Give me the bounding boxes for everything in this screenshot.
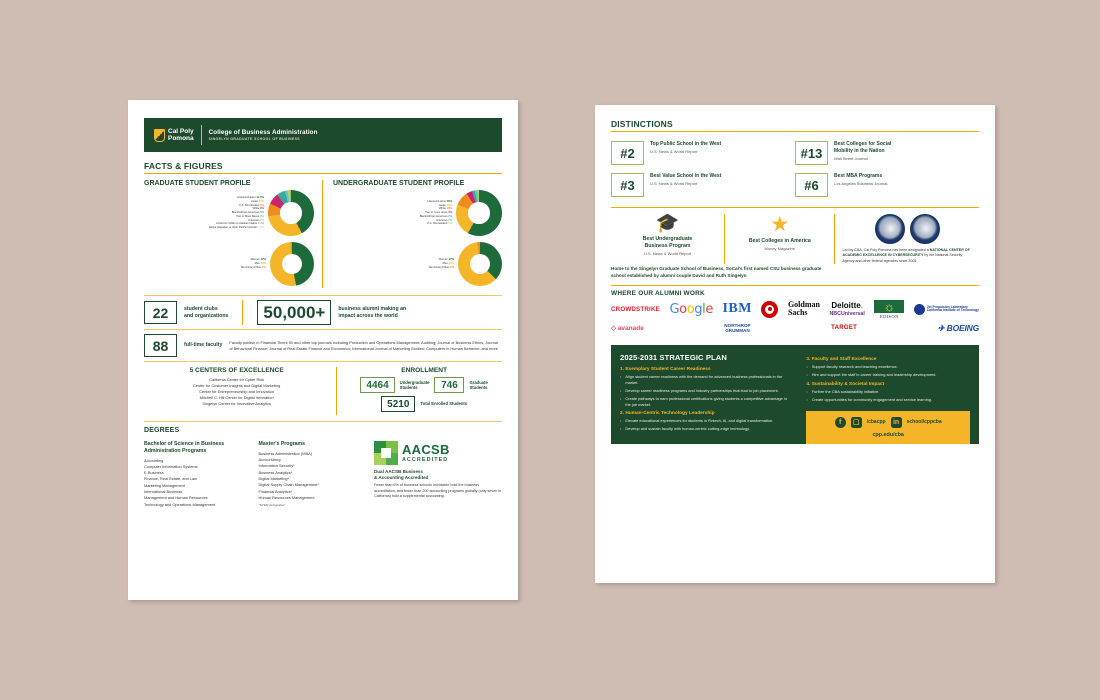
bachelor-programs: [144, 441, 259, 508]
undergraduate-ethnicity-legend: [333, 200, 452, 226]
logo-jpl: Jet Propulsion Laboratory California Institute of Technology: [914, 301, 979, 318]
strategic-plan-block: [611, 345, 979, 444]
graduate-ethnicity-donut: [268, 190, 314, 236]
total-enrollment-value: 5210: [381, 396, 415, 412]
logo-socal-edison: ☼ EDISON: [874, 301, 904, 318]
legend-item: Asian 31%: [251, 199, 264, 203]
aacsb-subtitle: Dual AACSB Business & Accounting Accredited: [373, 469, 429, 481]
award-undergrad-title: Best Undergraduate Business Program: [642, 236, 693, 249]
cyber-text-bold: NATIONAL CENTER OF ACADEMIC EXCELLENCE IN CYBERSECURITY: [842, 248, 970, 258]
masters-item: Digital Supply Chain Management*: [258, 482, 319, 488]
cyber-text-part1: Led by CBA, Cal Poly Pomona has been designated a: [842, 248, 930, 252]
masters-item: Business Administration (MBA): [258, 450, 312, 456]
legend-item: U.S. Nonresident 9%: [238, 203, 264, 207]
legend-item: Men 61%: [442, 262, 454, 266]
graduate-gender-chart-row: [144, 242, 314, 286]
bachelor-heading: Bachelor of Science in Business Administration Programs: [144, 441, 225, 454]
home-text-row: [611, 264, 979, 280]
center-item: Singelyn Center for Innovative Analytics: [202, 401, 271, 407]
aacsb-logo: [374, 441, 502, 465]
strategic-plan-title: 2025-2031 STRATEGIC PLAN: [620, 352, 727, 362]
homeland-security-seal-icon: [875, 214, 905, 244]
grad-enrollment-label: Graduate Students: [469, 379, 488, 390]
pillar-item: • Develop and sustain faculty with human-centric cutting-edge technology.: [620, 426, 750, 432]
bachelor-item: Management and Human Resources: [144, 495, 208, 501]
award-colleges-source: Money Magazine: [764, 246, 795, 252]
logo-target-mark: [761, 301, 778, 318]
cal-poly-pomona-logo: [154, 128, 194, 143]
masters-heading: Master's Programs: [258, 441, 306, 447]
enrollment-row-1: [346, 377, 502, 393]
distinctions-heading: DISTINCTIONS: [611, 119, 673, 129]
distinction-rank: #3: [611, 173, 644, 197]
bachelor-item: Technology and Operations Management: [144, 501, 216, 507]
masters-item: Information Security*: [258, 463, 295, 469]
masters-item: Digital Marketing*: [258, 476, 290, 482]
centers-list: [144, 377, 329, 407]
bachelor-item: International Business: [144, 489, 183, 495]
pillar-item: • Further the CBA sustainability initiative.: [806, 388, 880, 394]
awards-row: [611, 207, 979, 264]
distinction-title: Top Public School in the West: [650, 141, 722, 147]
pillar-heading: 1. Exemplary Student Career Readiness: [620, 366, 711, 372]
bachelor-item: E-Business: [144, 470, 164, 476]
stats-rule-bottom: [144, 361, 502, 362]
distinction-rank: #2: [611, 141, 644, 165]
legend-item: Women 47%: [250, 258, 266, 262]
faculty-publications-text: Faculty publish in Financial Times 50 and other top journals including Production and Operations Management; Auditing; Journal of Business Ethics; Journal of Behavioral Finance; Journal of Real Estate Finance and Economics; International Journal of Marketing Studies; Computers in Human Behavior; and more: [229, 339, 498, 351]
legend-item: Unknown 2%: [248, 218, 264, 222]
legend-item: Black/African American 2%: [419, 214, 452, 218]
legend-item: Hispanic/Latino 58%: [427, 199, 452, 203]
award-undergrad-program: [611, 214, 725, 264]
fact-sheet-page-1: [128, 100, 518, 600]
school-name: SINGELYN GRADUATE SCHOOL OF BUSINESS: [208, 137, 300, 142]
legend-item: Hispanic/Latino 42.5%: [237, 196, 264, 200]
undergrad-enrollment-value: 4464: [360, 377, 394, 393]
alumni-logo-grid: [611, 298, 979, 337]
logo-northrop-grumman: NORTHROP GRUMMAN: [724, 323, 751, 334]
distinction-source: Wall Street Journal: [834, 155, 868, 161]
legend-item: White 10%: [438, 207, 452, 211]
linkedin-icon[interactable]: in: [891, 417, 902, 428]
cybersecurity-text: [842, 248, 972, 264]
distinction-title: Best Colleges for Social Mobility in the Nation: [834, 141, 892, 154]
legend-item: American Indian or Alaskan Native 0.4%: [216, 222, 264, 226]
pillar-item: • Hire and support the staff in career training and leadership development.: [806, 372, 937, 378]
masters-item: Financial Analytics*: [258, 488, 293, 494]
aacsb-accredited-label: ACCREDITED: [401, 457, 449, 463]
legend-item: Women 37%: [438, 258, 454, 262]
legend-item: Non-binary/Other 1%: [240, 265, 266, 269]
legend-item: Two or More Races 2%: [236, 214, 264, 218]
enrollment-row-2: [346, 396, 502, 412]
aacsb-body-text: Fewer than 6% of business schools worldwide hold the business accreditation, and fewer than 200 accounting programs globally (only seven in California) hold a supplemental accounting.: [373, 483, 502, 499]
clubs-label: student clubs and organizations: [184, 305, 229, 319]
graduate-profile: [144, 180, 323, 288]
clubs-count: 22: [144, 301, 177, 324]
distinction-title: Best MBA Programs: [834, 173, 883, 179]
pillar-item: • Create opportunities for community engagement and service learning.: [806, 396, 932, 402]
distinction-source: U.S. News & World Report: [650, 149, 698, 154]
social-links-row: [810, 417, 966, 428]
degrees-columns: [144, 441, 502, 508]
pillar-heading: 4. Sustainability & Societal Impact: [806, 381, 885, 387]
stat-divider: [242, 300, 243, 325]
website-url[interactable]: cpp.edu/cba: [872, 431, 904, 438]
page-header-bar: [144, 118, 502, 152]
graduate-ethnicity-legend: [144, 196, 264, 229]
distinctions-rule: [611, 131, 979, 132]
facebook-icon[interactable]: f: [835, 417, 846, 428]
distinction-item: [611, 137, 795, 169]
right-page-content: [595, 105, 995, 444]
linkedin-handle: school/cppcba: [906, 419, 942, 426]
graduate-gender-donut: [270, 242, 314, 286]
distinction-source: Los Angeles Business Journal: [834, 181, 888, 186]
faculty-count: 88: [144, 334, 177, 357]
legend-item: Unknown 2%: [436, 218, 452, 222]
masters-note: *STEM designated: [258, 503, 285, 508]
distinction-title: Best Value School in the West: [650, 173, 722, 179]
cyber-text-part2: by the National Security Agency and other federal agencies since 2005: [842, 253, 963, 263]
bachelor-item: Computer Information Systems: [144, 463, 198, 469]
center-item: Center for Customer Insights and Digital Marketing: [192, 383, 281, 389]
aacsb-mark-icon: [374, 441, 398, 465]
undergrad-enrollment-label: Undergraduate Students: [399, 379, 430, 390]
fact-sheet-page-2: [595, 105, 995, 583]
legend-item: Native Hawaiian or other Pacific Islander 0.1%: [208, 226, 264, 230]
header-divider: [201, 125, 202, 145]
degrees-heading: DEGREES: [144, 427, 180, 434]
masters-item: Business Analytics*: [258, 469, 293, 475]
federal-seals: [842, 214, 972, 244]
center-item: California Center for Cyber Risk: [209, 377, 265, 382]
legend-item: U.S. Nonresident 1%: [426, 222, 452, 226]
logo-ibm: IBM: [722, 301, 752, 317]
alumni-count: 50,000+: [257, 300, 331, 325]
distinction-source: U.S. News & World Report: [650, 181, 698, 186]
instagram-icon[interactable]: ▢: [851, 417, 862, 428]
graduate-ethnicity-chart-row: [144, 190, 314, 236]
undergraduate-ethnicity-donut: [456, 190, 502, 236]
logo-target-wordmark: TARGET: [831, 325, 858, 332]
social-handle: /cbacpp: [866, 419, 886, 426]
pillar-item: • Support faculty research and teaching excellence.: [806, 363, 898, 369]
nsa-seal-icon: [910, 214, 940, 244]
distinction-item: [611, 169, 795, 201]
bachelor-item: Marketing Management: [144, 482, 185, 488]
pillar-item: • Create pathways to earn professional certifications giving students a competitive advantage in the job market.: [620, 395, 787, 407]
social-footer: [806, 411, 970, 444]
facts-figures-heading: FACTS & FIGURES: [144, 161, 223, 171]
graduate-gender-legend: [144, 258, 266, 269]
logo-avanade: ◇ avanade: [611, 325, 644, 333]
bachelor-item: Finance, Real Estate, and Law: [144, 476, 197, 482]
center-item: Mitchell C. Hill Center for Digital Innovation: [199, 395, 274, 401]
alumni-rule: [611, 285, 979, 286]
strategic-plan-right-column: [802, 345, 979, 444]
logo-google: Google: [669, 301, 713, 317]
university-name: Cal Poly Pomona: [168, 127, 194, 142]
alumni-heading: WHERE OUR ALUMNI WORK: [611, 289, 705, 297]
undergraduate-gender-legend: [333, 258, 454, 269]
distinction-item: [795, 137, 979, 169]
strategic-pillars-1-2: [620, 367, 793, 432]
award-colleges-title: Best Colleges in America: [748, 238, 811, 244]
pillar-item: • Align student career readiness with the demand for advanced business professionals in the market.: [620, 373, 783, 385]
star-icon: ★: [770, 213, 790, 236]
key-stats: [144, 295, 502, 362]
center-item: Center for Entrepreneurship and Innovation: [199, 389, 275, 395]
undergraduate-ethnicity-chart-row: [333, 190, 502, 236]
alumni-label: business alumni making an impact across the world: [338, 305, 407, 319]
grad-enrollment-value: 746: [434, 377, 464, 393]
faculty-label: full-time faculty: [184, 342, 223, 349]
undergraduate-gender-chart-row: [333, 242, 502, 286]
legend-item: Non-binary/Other 2%: [428, 265, 454, 269]
distinction-rank: #6: [795, 173, 828, 197]
award-undergrad-source: U.S. News & World Report: [643, 251, 692, 257]
section-rule: [144, 173, 502, 174]
logo-crowdstrike: CROWDSTRIKE: [611, 305, 660, 313]
strategic-plan-left-column: [611, 345, 802, 444]
legend-item: Men 52%: [254, 262, 266, 266]
bachelor-list: [144, 458, 259, 509]
pillar-heading: 3. Faculty and Staff Excellence: [806, 356, 877, 362]
college-name: College of Business Administration: [208, 128, 318, 136]
logo-boeing: ✈ BOEING: [937, 322, 979, 333]
centers-of-excellence: [144, 367, 337, 415]
legend-item: Asian 23%: [439, 203, 452, 207]
graduate-profile-heading: GRADUATE STUDENT PROFILE: [144, 180, 251, 187]
degrees-rule: [144, 421, 502, 422]
graduation-cap-icon: 🎓: [655, 213, 680, 234]
pillar-item: • Elevate educational experiences for students in Fintech, AI, and digital transformation.: [620, 418, 774, 424]
legend-item: Black/African American 6%: [231, 211, 264, 215]
shield-icon: [154, 129, 165, 142]
undergraduate-profile: [323, 180, 502, 288]
undergraduate-gender-donut: [458, 242, 502, 286]
strategic-pillars-3-4: [806, 353, 970, 405]
award-cybersecurity: [835, 214, 979, 264]
aacsb-block: [366, 441, 502, 508]
total-enrollment-label: Total Enrolled Students: [420, 401, 468, 407]
centers-heading: 5 CENTERS OF EXCELLENCE: [189, 367, 284, 374]
singelyn-home-text: Home to the Singelyn Graduate School of Business, SoCal's first named CSU business graduate school established by alumni couple David and Ruth Singelyn: [611, 266, 822, 279]
masters-programs: [259, 441, 366, 508]
enrollment-block: [337, 367, 502, 415]
distinction-rank: #13: [795, 141, 828, 165]
aacsb-name: AACSB: [401, 442, 450, 457]
masters-list: [259, 451, 366, 502]
masters-item: Accountancy: [258, 457, 281, 463]
logo-deloitte-nbcu: Deloitte. NBCUniversal: [829, 301, 865, 318]
pillar-item: • Develop career readiness programs and industry partnerships that lead to job placement.: [620, 387, 779, 393]
pillar-heading: 2. Human-Centric Technology Leadership: [620, 411, 715, 417]
award-best-colleges: [725, 214, 835, 264]
masters-item: Human Resources Management: [258, 495, 315, 501]
stat-row-clubs-alumni: [144, 296, 502, 329]
legend-item: Two or more races 4%: [425, 211, 452, 215]
logo-goldman-sachs: Goldman Sachs: [787, 300, 820, 318]
enrollment-heading: ENROLLMENT: [401, 367, 448, 374]
distinctions-grid: [611, 137, 979, 201]
distinction-item: [795, 169, 979, 201]
legend-item: White 8%: [252, 207, 264, 211]
undergraduate-profile-heading: UNDERGRADUATE STUDENT PROFILE: [333, 180, 465, 187]
centers-enrollment: [144, 367, 502, 415]
stat-row-faculty: [144, 330, 502, 361]
bachelor-item: Accounting: [144, 457, 164, 463]
student-profiles: [144, 180, 502, 288]
